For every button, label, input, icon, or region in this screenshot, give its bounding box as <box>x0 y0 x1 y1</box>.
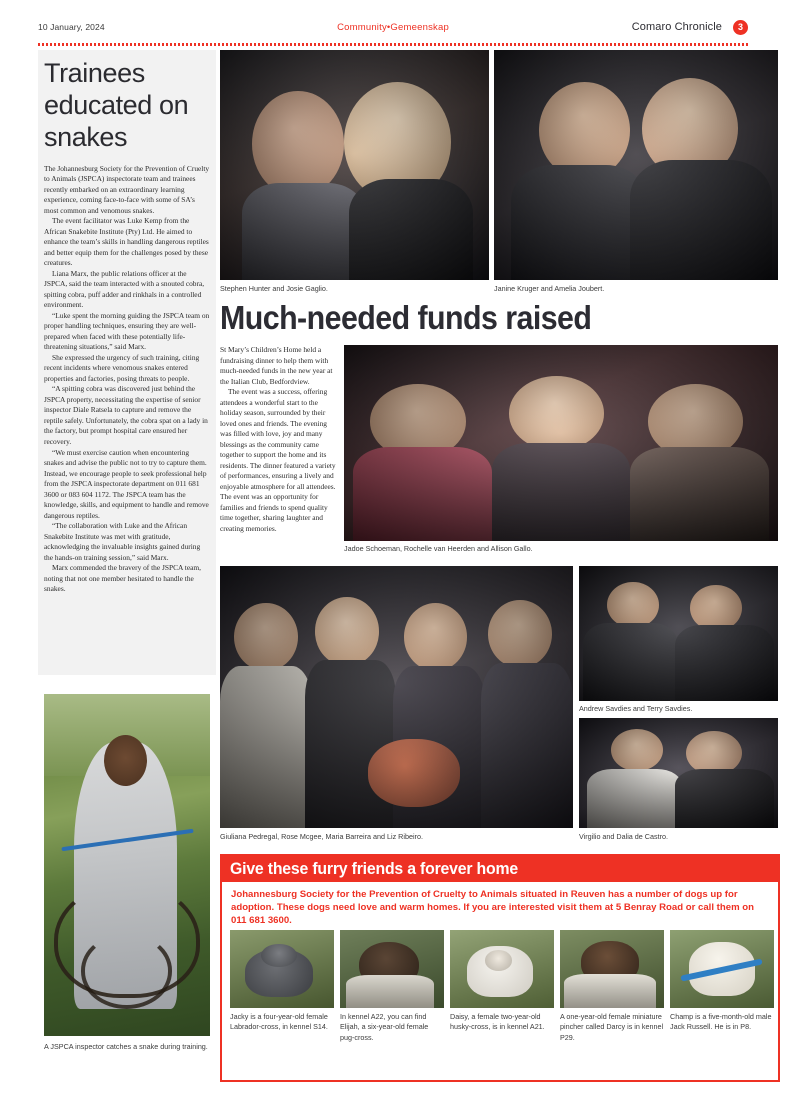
caption-jadoe-rochelle-allison: Jadoe Schoeman, Rochelle van Heerden and Allison Gallo. <box>344 544 533 553</box>
dog-head <box>261 944 296 967</box>
masthead-divider <box>38 43 748 46</box>
caption-virgilio-dalia: Virgilio and Dalia de Castro. <box>579 832 668 841</box>
paragraph: She expressed the urgency of such training, citing recent incidents where venomous snakes entered properties and factories, posing threats to people. <box>44 352 200 383</box>
dog-listing <box>670 930 774 1043</box>
photo-jadoe-rochelle-allison <box>344 345 778 541</box>
caption-andrew-terry: Andrew Savdies and Terry Savdies. <box>579 704 693 713</box>
dog-listing <box>450 930 554 1043</box>
photo-vignette <box>494 50 778 280</box>
snakes-body <box>44 164 210 595</box>
dog-listing <box>560 930 664 1043</box>
caption-snake-photo: A JSPCA inspector catches a snake during training. <box>44 1042 208 1051</box>
dog-caption: Daisy, a female two-year-old husky-cross, is in kennel A21. <box>450 1012 545 1032</box>
adoption-intro-text: Johannesburg Society for the Prevention of Cruelty to Animals situated in Reuven has a number of dogs up for adoption. These dogs need love and warm homes. If you are interested visit them at 5 Benray Road or call them on 011 681 3600. <box>231 889 754 926</box>
dog-photo-jacky <box>230 930 334 1008</box>
paragraph: “We must exercise caution when encountering snakes and advise the public not to try to capture them. Instead, we encourage people to seek professional help from the JSPCA inspectorate department on 011 681 3600 or 083 604 1172. The JSPCA team has the knowledge, skills, and equipment to handle and remove dangerous reptiles. <box>44 447 209 520</box>
adoption-dog-row <box>230 930 774 1043</box>
adoption-banner-title: Give these furry friends a forever home <box>230 859 518 878</box>
paragraph: The Johannesburg Society for the Prevention of Cruelty to Animals (JSPCA) inspectorate team and trainees recently embarked on an extraordinary learning experience, coming face-to-face with some of SA’s most common and venomous snakes. <box>44 163 210 215</box>
masthead <box>38 22 748 38</box>
dog-photo-elijah <box>340 930 444 1008</box>
photo-vignette <box>344 345 778 541</box>
dog-handler-arm <box>346 975 433 1008</box>
dog-listing <box>230 930 334 1043</box>
dog-caption: In kennel A22, you can find Elijah, a six-year-old female pug-cross. <box>340 1012 429 1042</box>
caption-stephen-josie: Stephen Hunter and Josie Gaglio. <box>220 284 328 293</box>
photo-vignette <box>220 566 573 828</box>
photo-vignette <box>579 566 778 701</box>
photo-vignette <box>220 50 489 280</box>
adoption-banner <box>222 856 778 882</box>
paragraph: Liana Marx, the public relations officer at the JSPCA, said the team interacted with a snouted cobra, spitting cobra, puff adder and rinkhals in a controlled environment. <box>44 268 205 310</box>
funds-headline: Much-needed funds raised <box>220 299 592 336</box>
left-column <box>44 58 210 595</box>
paragraph: The event facilitator was Luke Kemp from the African Snakebite Institute (Pty) Ltd. He aimed to enhance the team’s skills in handling dangerous reptiles and better equip them for the challenges posed by these creatures. <box>44 216 209 268</box>
page-number-badge: 3 <box>733 20 748 35</box>
paragraph: “Luke spent the morning guiding the JSPCA team on proper handling techniques, ensuring they are well-prepared when faced with these potentially life-threatening situations,” said Marx. <box>44 310 210 352</box>
dog-listing <box>340 930 444 1043</box>
photo-andrew-terry <box>579 566 778 701</box>
section-title: Community•Gemeenskap <box>337 22 449 33</box>
dog-caption: A one-year-old female miniature pincher called Darcy is in kennel P29. <box>560 1012 664 1042</box>
dog-caption: Jacky is a four-year-old female Labrador-cross, in kennel S14. <box>230 1012 328 1032</box>
photo-group-table <box>220 566 573 828</box>
photo-janine-amelia <box>494 50 778 280</box>
photo-virgilio-dalia <box>579 718 778 828</box>
adoption-box <box>220 854 780 1082</box>
dog-handler-arm <box>564 974 656 1008</box>
issue-date: 10 January, 2024 <box>38 22 105 32</box>
photo-snake-coil <box>81 933 172 1008</box>
snakes-headline: Trainees educated on snakes <box>44 58 189 152</box>
caption-janine-amelia: Janine Kruger and Amelia Joubert. <box>494 284 605 293</box>
photo-face <box>104 735 147 786</box>
paragraph: St Mary’s Children’s Home held a fundraising dinner to help them with much-needed funds in the new year at the Italian Club, Bedfordview. <box>220 345 333 386</box>
funds-body <box>220 345 338 534</box>
photo-stephen-josie <box>220 50 489 280</box>
dog-photo-champ <box>670 930 774 1008</box>
photo-vignette <box>579 718 778 828</box>
paragraph: “The collaboration with Luke and the African Snakebite Institute was met with gratitude, acknowledging the invaluable insights gained during the hands-on training session,” said Marx. <box>44 521 201 562</box>
paragraph: The event was a success, offering attendees a wonderful start to the holiday season, surrounded by their loved ones and friends. The evening was filled with love, joy and many blessings as the community came together to support the home and its residents. The dinner featured a variety of performances, ensuring a lively and enjoyable atmosphere for all attendees. The event was an opportunity for families and friends to spend quality time together, sharing laughter and creating memories. <box>220 387 336 533</box>
paragraph: “A spitting cobra was discovered just behind the JSPCA property, necessitating the expertise of senior inspector Diale Ratsela to capture and remove the reptile safely. Unfortunately, the cobra spat on a lady in the factory, but prompt hospital care ensured her recovery. <box>44 384 208 446</box>
dog-photo-daisy <box>450 930 554 1008</box>
snake-training-photo <box>44 694 210 1036</box>
dog-caption: Champ is a five-month-old male Jack Russell. He is in P8. <box>670 1012 772 1032</box>
caption-group-table: Giuliana Pedregal, Rose Mcgee, Maria Barreira and Liz Ribeiro. <box>220 832 423 841</box>
paragraph: Marx commended the bravery of the JSPCA team, noting that not one member hesitated to handle the snakes. <box>44 563 202 594</box>
publication-name: Comaro Chronicle <box>631 21 722 33</box>
dog-head <box>485 950 512 970</box>
dog-photo-darcy <box>560 930 664 1008</box>
